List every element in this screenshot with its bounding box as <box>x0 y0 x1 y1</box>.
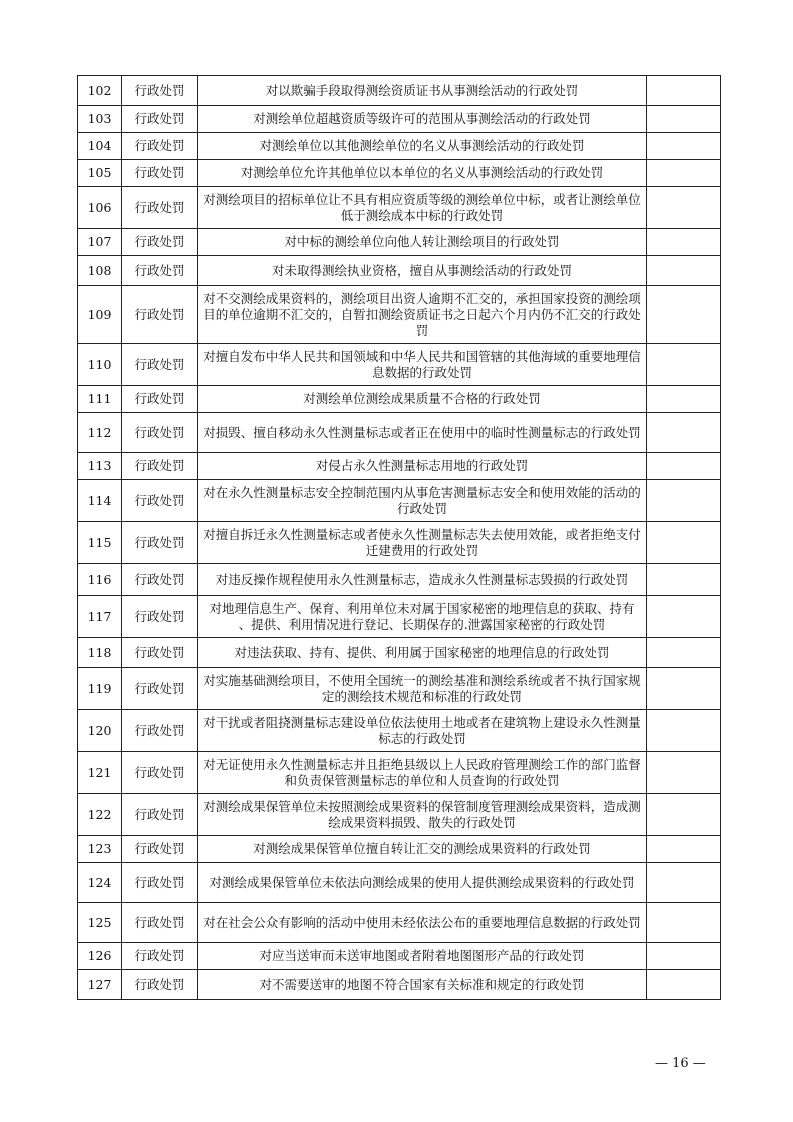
row-category: 行政处罚 <box>122 970 198 1000</box>
table-row <box>78 710 721 752</box>
row-extra <box>647 794 721 836</box>
row-title: 对实施基础测绘项目，不使用全国统一的测绘基准和测绘系统或者不执行国家规定的测绘技术规范和标准的行政处罚 <box>198 668 647 710</box>
row-title: 对测绘成果保管单位擅自转让汇交的测绘成果资料的行政处罚 <box>198 836 647 863</box>
row-title: 对违反操作规程使用永久性测量标志，造成永久性测量标志毁损的行政处罚 <box>198 564 647 596</box>
table-row <box>78 187 721 229</box>
row-extra <box>647 229 721 256</box>
table-row <box>78 668 721 710</box>
row-category: 行政处罚 <box>122 229 198 256</box>
table-row <box>78 386 721 413</box>
row-category: 行政处罚 <box>122 286 198 344</box>
row-number: 103 <box>78 106 122 133</box>
row-title: 对侵占永久性测量标志用地的行政处罚 <box>198 453 647 480</box>
row-number: 113 <box>78 453 122 480</box>
row-extra <box>647 344 721 386</box>
row-title: 对测绘单位允许其他单位以本单位的名义从事测绘活动的行政处罚 <box>198 160 647 187</box>
row-number: 127 <box>78 970 122 1000</box>
table-row <box>78 863 721 903</box>
row-title: 对未取得测绘执业资格，擅自从事测绘活动的行政处罚 <box>198 256 647 286</box>
row-extra <box>647 187 721 229</box>
table-row <box>78 836 721 863</box>
row-extra <box>647 386 721 413</box>
row-extra <box>647 564 721 596</box>
row-category: 行政处罚 <box>122 413 198 453</box>
row-number: 122 <box>78 794 122 836</box>
row-title: 对损毁、擅自移动永久性测量标志或者正在使用中的临时性测量标志的行政处罚 <box>198 413 647 453</box>
row-number: 110 <box>78 344 122 386</box>
row-extra <box>647 76 721 106</box>
row-title: 对干扰或者阻挠测量标志建设单位依法使用土地或者在建筑物上建设永久性测量标志的行政处罚 <box>198 710 647 752</box>
table-row <box>78 286 721 344</box>
row-extra <box>647 863 721 903</box>
row-title: 对以欺骗手段取得测绘资质证书从事测绘活动的行政处罚 <box>198 76 647 106</box>
row-number: 117 <box>78 596 122 638</box>
table-row <box>78 970 721 1000</box>
row-category: 行政处罚 <box>122 752 198 794</box>
row-title: 对测绘成果保管单位未依法向测绘成果的使用人提供测绘成果资料的行政处罚 <box>198 863 647 903</box>
row-title: 对违法获取、持有、提供、利用属于国家秘密的地理信息的行政处罚 <box>198 638 647 668</box>
row-category: 行政处罚 <box>122 386 198 413</box>
page-number: — 16 — <box>655 1056 706 1071</box>
row-number: 108 <box>78 256 122 286</box>
row-category: 行政处罚 <box>122 187 198 229</box>
row-number: 112 <box>78 413 122 453</box>
row-number: 109 <box>78 286 122 344</box>
row-category: 行政处罚 <box>122 710 198 752</box>
row-title: 对地理信息生产、保育、利用单位未对属于国家秘密的地理信息的获取、持有 、提供、利用情况进行登记、长期保存的.泄露国家秘密的行政处罚 <box>198 596 647 638</box>
table-row <box>78 160 721 187</box>
row-number: 114 <box>78 480 122 522</box>
table-row <box>78 413 721 453</box>
row-title: 对擅自拆迁永久性测量标志或者使永久性测量标志失去使用效能，或者拒绝支付迁建费用的行政处罚 <box>198 522 647 564</box>
table-row <box>78 794 721 836</box>
row-extra <box>647 943 721 970</box>
row-category: 行政处罚 <box>122 596 198 638</box>
row-title: 对不需要送审的地图不符合国家有关标准和规定的行政处罚 <box>198 970 647 1000</box>
row-title: 对擅自发布中华人民共和国领域和中华人民共和国管辖的其他海域的重要地理信息数据的行政处罚 <box>198 344 647 386</box>
row-title: 对不交测绘成果资料的，测绘项目出资人逾期不汇交的，承担国家投资的测绘项目的单位逾期不汇交的，自暂扣测绘资质证书之日起六个月内仍不汇交的行政处罚 <box>198 286 647 344</box>
row-category: 行政处罚 <box>122 668 198 710</box>
row-extra <box>647 752 721 794</box>
row-category: 行政处罚 <box>122 344 198 386</box>
row-category: 行政处罚 <box>122 836 198 863</box>
table-row <box>78 106 721 133</box>
row-extra <box>647 480 721 522</box>
table-row <box>78 638 721 668</box>
row-category: 行政处罚 <box>122 863 198 903</box>
row-extra <box>647 710 721 752</box>
row-extra <box>647 453 721 480</box>
row-number: 126 <box>78 943 122 970</box>
row-extra <box>647 903 721 943</box>
row-number: 111 <box>78 386 122 413</box>
row-number: 121 <box>78 752 122 794</box>
table-row <box>78 256 721 286</box>
table-row <box>78 344 721 386</box>
table-row <box>78 229 721 256</box>
row-extra <box>647 668 721 710</box>
row-number: 118 <box>78 638 122 668</box>
row-number: 106 <box>78 187 122 229</box>
row-title: 对测绘单位以其他测绘单位的名义从事测绘活动的行政处罚 <box>198 133 647 160</box>
row-number: 119 <box>78 668 122 710</box>
row-category: 行政处罚 <box>122 522 198 564</box>
row-category: 行政处罚 <box>122 453 198 480</box>
row-category: 行政处罚 <box>122 794 198 836</box>
row-category: 行政处罚 <box>122 76 198 106</box>
row-title: 对无证使用永久性测量标志并且拒绝县级以上人民政府管理测绘工作的部门监督和负责保管测量标志的单位和人员查询的行政处罚 <box>198 752 647 794</box>
row-number: 107 <box>78 229 122 256</box>
row-category: 行政处罚 <box>122 106 198 133</box>
row-category: 行政处罚 <box>122 133 198 160</box>
row-category: 行政处罚 <box>122 638 198 668</box>
row-category: 行政处罚 <box>122 160 198 187</box>
row-number: 125 <box>78 903 122 943</box>
row-extra <box>647 133 721 160</box>
row-title: 对测绘成果保管单位未按照测绘成果资料的保管制度管理测绘成果资料，造成测绘成果资料损毁、散失的行政处罚 <box>198 794 647 836</box>
table-row <box>78 76 721 106</box>
row-category: 行政处罚 <box>122 903 198 943</box>
row-number: 120 <box>78 710 122 752</box>
row-number: 124 <box>78 863 122 903</box>
table-row <box>78 943 721 970</box>
row-number: 102 <box>78 76 122 106</box>
row-title: 对测绘单位超越资质等级许可的范围从事测绘活动的行政处罚 <box>198 106 647 133</box>
row-number: 123 <box>78 836 122 863</box>
table-body <box>78 76 721 1000</box>
row-number: 104 <box>78 133 122 160</box>
row-number: 115 <box>78 522 122 564</box>
row-title: 对中标的测绘单位向他人转让测绘项目的行政处罚 <box>198 229 647 256</box>
row-title: 对测绘单位测绘成果质量不合格的行政处罚 <box>198 386 647 413</box>
row-extra <box>647 638 721 668</box>
row-category: 行政处罚 <box>122 943 198 970</box>
row-extra <box>647 413 721 453</box>
row-title: 对在社会公众有影响的活动中使用未经依法公布的重要地理信息数据的行政处罚 <box>198 903 647 943</box>
row-extra <box>647 836 721 863</box>
table-row <box>78 564 721 596</box>
row-number: 105 <box>78 160 122 187</box>
row-extra <box>647 522 721 564</box>
row-title: 对应当送审而未送审地图或者附着地图图形产品的行政处罚 <box>198 943 647 970</box>
table-row <box>78 903 721 943</box>
items-table <box>77 75 721 1000</box>
row-extra <box>647 286 721 344</box>
table-row <box>78 522 721 564</box>
table-row <box>78 752 721 794</box>
table-row <box>78 480 721 522</box>
row-number: 116 <box>78 564 122 596</box>
table-row <box>78 133 721 160</box>
row-extra <box>647 596 721 638</box>
row-title: 对测绘项目的招标单位让不具有相应资质等级的测绘单位中标，或者让测绘单位低于测绘成本中标的行政处罚 <box>198 187 647 229</box>
row-title: 对在永久性测量标志安全控制范围内从事危害测量标志安全和使用效能的活动的行政处罚 <box>198 480 647 522</box>
row-category: 行政处罚 <box>122 480 198 522</box>
row-extra <box>647 256 721 286</box>
row-category: 行政处罚 <box>122 564 198 596</box>
row-extra <box>647 160 721 187</box>
table-row <box>78 453 721 480</box>
row-category: 行政处罚 <box>122 256 198 286</box>
row-extra <box>647 106 721 133</box>
row-extra <box>647 970 721 1000</box>
table-row <box>78 596 721 638</box>
